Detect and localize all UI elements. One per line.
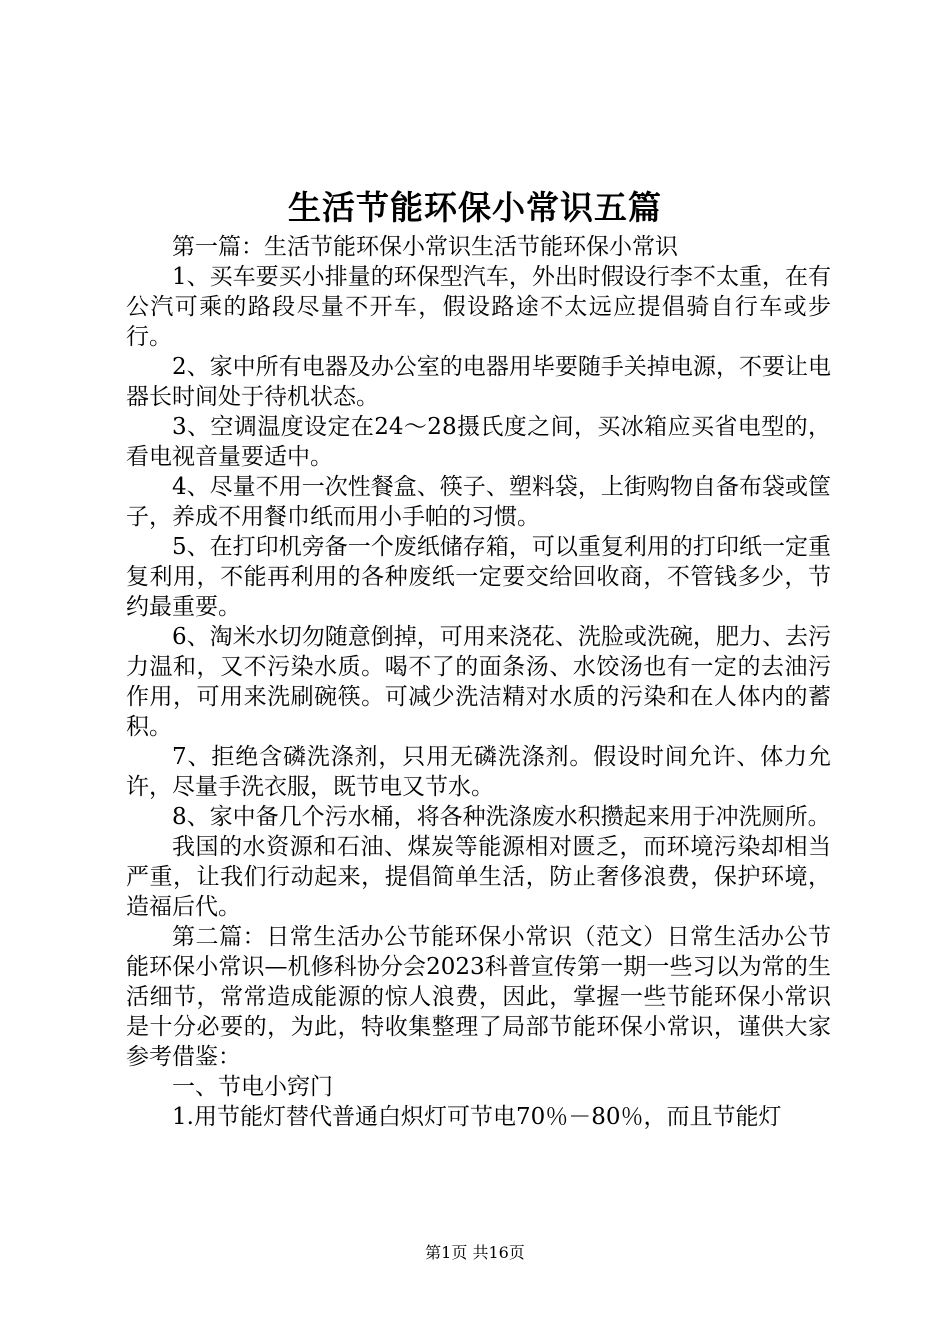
paragraph: 2、家中所有电器及办公室的电器用毕要随手关掉电源，不要让电器长时间处于待机状态。 bbox=[126, 354, 831, 410]
paragraph: 我国的水资源和石油、煤炭等能源相对匮乏，而环境污染却相当严重，让我们行动起来，提倡简单生活，防止奢侈浪费，保护环境，造福后代。 bbox=[126, 834, 831, 920]
paragraph: 第二篇：日常生活办公节能环保小常识（范文）日常生活办公节能环保小常识—机修科协分会2023科普宣传第一期一些习以为常的生活细节，常常造成能源的惊人浪费，因此，掌握一些节能环保小常识是十分必要的，为此，特收集整理了局部节能环保小常识，谨供大家参考借鉴： bbox=[126, 924, 831, 1070]
document-title: 生活节能环保小常识五篇 bbox=[288, 188, 662, 227]
paragraph: 3、空调温度设定在24～28摄氏度之间，买冰箱应买省电型的，看电视音量要适中。 bbox=[126, 414, 831, 470]
paragraph: 7、拒绝含磷洗涤剂，只用无磷洗涤剂。假设时间允许、体力允许，尽量手洗衣服，既节电又节水。 bbox=[126, 744, 831, 800]
document-body bbox=[126, 232, 831, 1132]
paragraph: 4、尽量不用一次性餐盒、筷子、塑料袋，上街购物自备布袋或筐子，养成不用餐巾纸而用小手帕的习惯。 bbox=[126, 474, 831, 530]
section-heading: 一、节电小窍门 bbox=[172, 1074, 333, 1100]
paragraph: 8、家中备几个污水桶，将各种洗涤废水积攒起来用于冲洗厕所。 bbox=[172, 804, 831, 830]
paragraph: 6、淘米水切勿随意倒掉，可用来浇花、洗脸或洗碗，肥力、去污力温和，又不污染水质。喝不了的面条汤、水饺汤也有一定的去油污作用，可用来洗刷碗筷。可减少洗洁精对水质的污染和在人体内的蓄积。 bbox=[126, 624, 831, 740]
paragraph: 1、买车要买小排量的环保型汽车，外出时假设行李不太重，在有公汽可乘的路段尽量不开车，假设路途不太远应提倡骑自行车或步行。 bbox=[126, 264, 831, 350]
paragraph: 第一篇：生活节能环保小常识生活节能环保小常识 bbox=[172, 234, 678, 260]
paragraph: 1.用节能灯替代普通白炽灯可节电70％－80％，而且节能灯 bbox=[172, 1104, 782, 1130]
paragraph: 5、在打印机旁备一个废纸储存箱，可以重复利用的打印纸一定重复利用，不能再利用的各种废纸一定要交给回收商，不管钱多少，节约最重要。 bbox=[126, 534, 831, 620]
page-number: 第1页 共16页 bbox=[425, 1243, 525, 1262]
